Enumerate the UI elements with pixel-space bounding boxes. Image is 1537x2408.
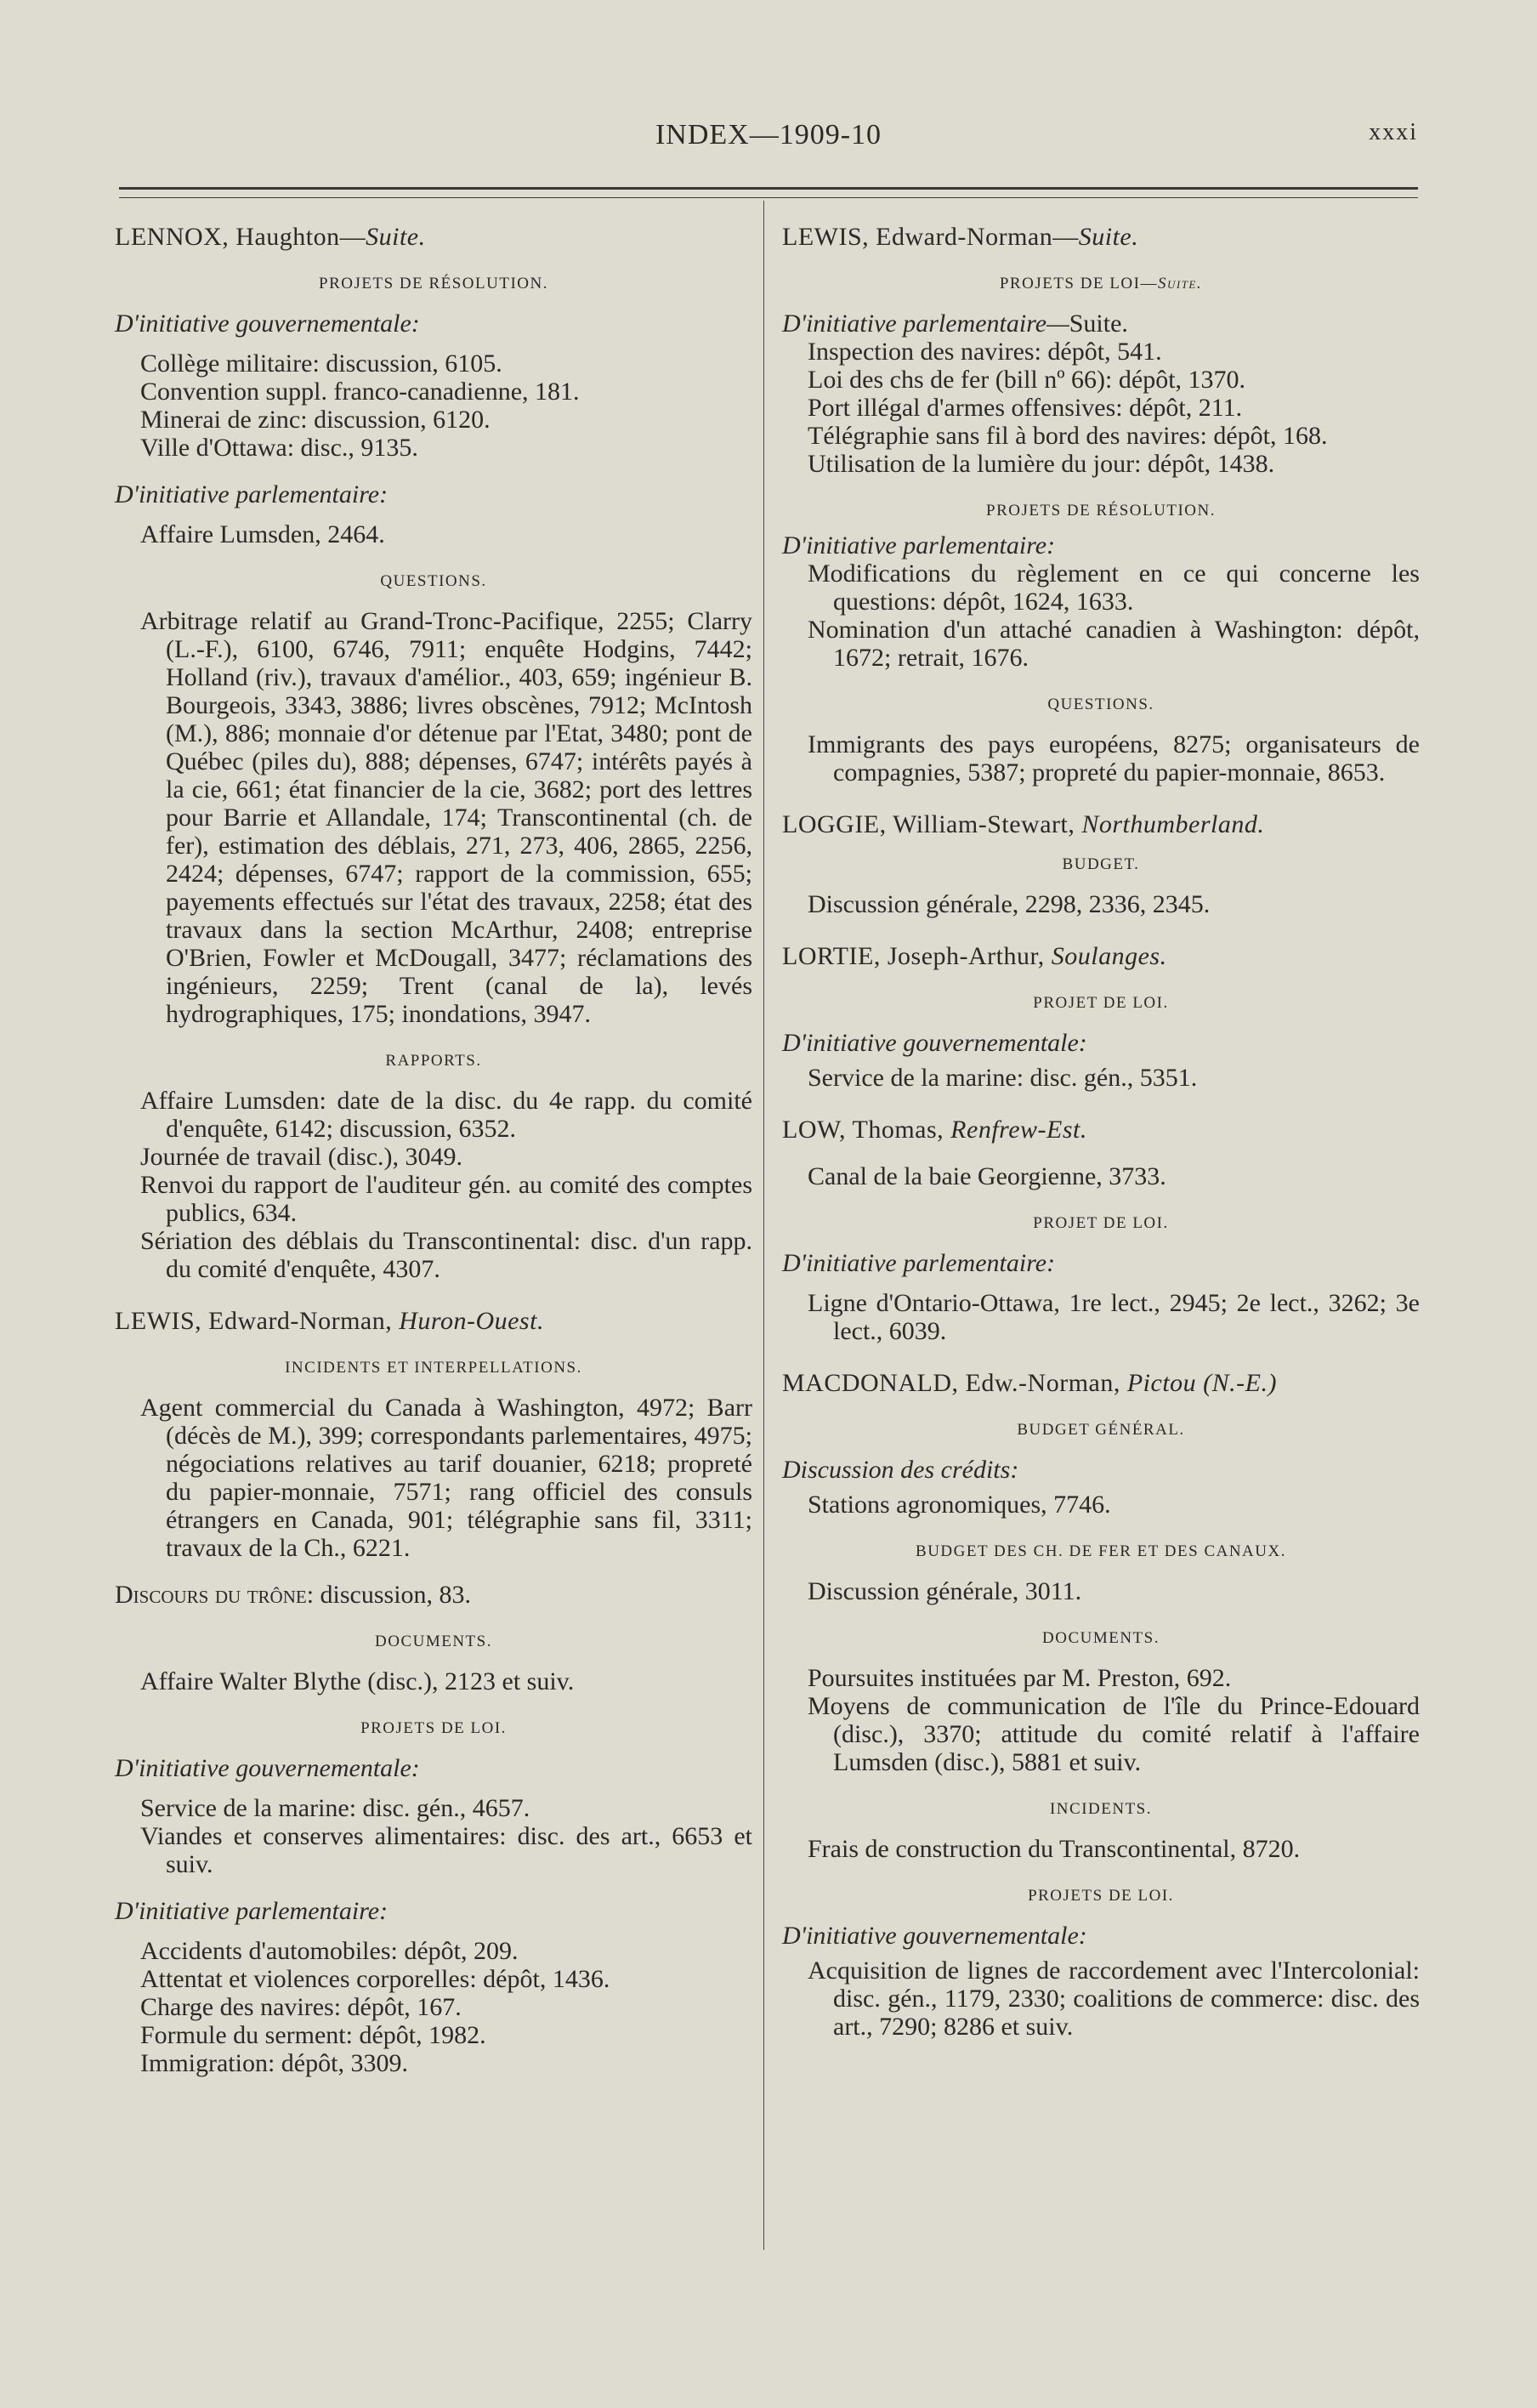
list-item: Modifications du règlement en ce qui concerne les questions: dépôt, 1624, 1633.: [808, 559, 1420, 616]
list-item: Canal de la baie Georgienne, 3733.: [808, 1162, 1166, 1190]
section-heading: BUDGET GÉNÉRAL.: [1017, 1421, 1185, 1439]
list-item: Poursuites instituées par M. Preston, 692.: [808, 1664, 1232, 1692]
discours-line: Discours du trône: discussion, 83.: [115, 1581, 472, 1609]
item-list: [115, 1087, 752, 1283]
list-item: Journée de travail (disc.), 3049.: [140, 1143, 463, 1171]
section-heading: PROJETS DE LOI—Suite.: [999, 275, 1203, 292]
section-heading: PROJET DE LOI.: [1033, 1214, 1169, 1232]
entry-name: LENNOX, Haughton—Suite.: [115, 223, 426, 251]
section-heading: BUDGET DES CH. DE FER ET DES CANAUX.: [916, 1542, 1286, 1560]
section-heading: QUESTIONS.: [1047, 696, 1154, 713]
page-number: xxxi: [1369, 119, 1418, 145]
list-item: Sériation des déblais du Transcontinental: disc. d'un rapp. du comité d'enquête, 4307.: [140, 1227, 752, 1283]
category-label: D'initiative gouvernementale:: [782, 1029, 1087, 1057]
category-label: D'initiative parlementaire—Suite.: [782, 310, 1128, 338]
category-label: D'initiative parlementaire:: [782, 531, 1056, 559]
item-list: [782, 338, 1420, 478]
list-item: Viandes et conserves alimentaires: disc. des art., 6653 et suiv.: [140, 1822, 752, 1878]
list-item: Stations agronomiques, 7746.: [808, 1491, 1111, 1519]
entry-name: LEWIS, Edward-Norman—Suite.: [782, 223, 1139, 251]
list-item: Utilisation de la lumière du jour: dépôt, 1438.: [808, 450, 1275, 478]
list-item: Affaire Lumsden, 2464.: [140, 520, 385, 548]
list-item: Affaire Lumsden: date de la disc. du 4e rapp. du comité d'enquête, 6142; discussion, 6352.: [140, 1087, 752, 1143]
questions-paragraph: Immigrants des pays européens, 8275; organisateurs de compagnies, 5387; propreté du papier-monnaie, 8653.: [808, 730, 1420, 787]
list-item: Service de la marine: disc. gén., 4657.: [140, 1794, 530, 1822]
section-heading: DOCUMENTS.: [1042, 1629, 1160, 1647]
entry-name: MACDONALD, Edw.-Norman, Pictou (N.-E.): [782, 1369, 1277, 1397]
list-item: Télégraphie sans fil à bord des navires: dépôt, 168.: [808, 422, 1328, 450]
item-list: [782, 1664, 1420, 1776]
category-label: D'initiative gouvernementale:: [782, 1922, 1087, 1950]
left-column: [115, 223, 752, 2077]
entry-name: LOGGIE, William-Stewart, Northumberland.: [782, 810, 1265, 838]
list-item: Formule du serment: dépôt, 1982.: [140, 2021, 486, 2049]
list-item: Collège militaire: discussion, 6105.: [140, 349, 502, 378]
list-item: Inspection des navires: dépôt, 541.: [808, 338, 1162, 366]
list-item: Discussion générale, 2298, 2336, 2345.: [808, 890, 1211, 918]
section-heading: INCIDENTS ET INTERPELLATIONS.: [285, 1359, 582, 1377]
header-rule-thick: [119, 187, 1418, 190]
list-item: Charge des navires: dépôt, 167.: [140, 1993, 462, 2021]
category-label: D'initiative parlementaire:: [115, 1897, 389, 1925]
section-heading: INCIDENTS.: [1049, 1800, 1153, 1818]
list-item: Service de la marine: disc. gén., 5351.: [808, 1064, 1198, 1092]
list-item: Nomination d'un attaché canadien à Washington: dépôt, 1672; retrait, 1676.: [808, 616, 1420, 672]
questions-paragraph: Arbitrage relatif au Grand-Tronc-Pacifique, 2255; Clarry (L.-F.), 6100, 6746, 7911; enquête Hodgins, 7442; Holland (riv.), travaux d'amélior., 403, 659; ingénieur B. Bourgeois, 3343, 3886; livres obscènes, 7912; McIntosh (M.), 886; monnaie d'or détenue par l'Etat, 3480; pont de Québec (piles du), 888; dépenses, 6747; intérêts payés à la cie, 661; état financier de la cie, 3682; port des lettres pour Barrie et Allandale, 174; Transcontinental (ch. de fer), estimation des déblais, 271, 273, 406, 2865, 2256, 2424; dépenses, 6747; rapport de la commission, 655; payements effectués sur l'état des travaux, 2258; état des travaux dans la section McArthur, 2408; entreprise O'Brien, Fowler et McDougall, 3477; réclamations des ingénieurs, 2259; Trent (canal de la), levés hydrographiques, 175; inondations, 3947.: [140, 607, 752, 1028]
list-item: Accidents d'automobiles: dépôt, 209.: [140, 1937, 519, 1965]
item-list: [782, 559, 1420, 672]
category-label: D'initiative gouvernementale:: [115, 310, 420, 338]
item-list: [115, 349, 752, 462]
list-item: Affaire Walter Blythe (disc.), 2123 et suiv.: [140, 1667, 575, 1695]
section-heading: PROJETS DE RÉSOLUTION.: [986, 502, 1216, 520]
list-item: Loi des chs de fer (bill nº 66): dépôt, 1370.: [808, 366, 1246, 394]
entry-name: LORTIE, Joseph-Arthur, Soulanges.: [782, 942, 1167, 970]
section-heading: DOCUMENTS.: [375, 1633, 492, 1650]
list-item: Immigration: dépôt, 3309.: [140, 2049, 408, 2077]
right-column: [782, 223, 1420, 2041]
page-header: [119, 119, 1418, 156]
item-list: [115, 1937, 752, 2077]
list-item: Attentat et violences corporelles: dépôt, 1436.: [140, 1965, 610, 1993]
section-heading: RAPPORTS.: [385, 1052, 482, 1070]
category-label: D'initiative gouvernementale:: [115, 1754, 420, 1782]
list-item: Moyens de communication de l'île du Prince-Edouard (disc.), 3370; attitude du comité relatif à l'affaire Lumsden (disc.), 5881 et suiv.: [808, 1692, 1420, 1776]
entry-name: LEWIS, Edward-Norman, Huron-Ouest.: [115, 1307, 544, 1335]
list-item: Minerai de zinc: discussion, 6120.: [140, 406, 491, 434]
header-rule-thin: [119, 197, 1418, 198]
list-item: Acquisition de lignes de raccordement avec l'Intercolonial: disc. gén., 1179, 2330; coalitions de commerce: disc. des art., 7290; 8286 et suiv.: [808, 1956, 1420, 2041]
list-item: Renvoi du rapport de l'auditeur gén. au comité des comptes publics, 634.: [140, 1171, 752, 1227]
section-heading: QUESTIONS.: [380, 572, 487, 590]
list-item: Frais de construction du Transcontinental, 8720.: [808, 1835, 1301, 1863]
section-heading: PROJET DE LOI.: [1033, 994, 1169, 1012]
item-list: [115, 1794, 752, 1878]
section-heading: PROJETS DE LOI.: [1028, 1887, 1174, 1905]
list-item: Port illégal d'armes offensives: dépôt, 211.: [808, 394, 1243, 422]
running-title: INDEX—1909-10: [655, 119, 882, 150]
category-label: Discussion des crédits:: [782, 1456, 1019, 1484]
section-heading: BUDGET.: [1062, 855, 1140, 873]
list-item: Convention suppl. franco-canadienne, 181.: [140, 378, 580, 406]
section-heading: PROJETS DE RÉSOLUTION.: [319, 275, 548, 292]
section-heading: PROJETS DE LOI.: [360, 1719, 507, 1737]
category-label: D'initiative parlementaire:: [115, 480, 389, 508]
list-item: Ville d'Ottawa: disc., 9135.: [140, 434, 418, 462]
category-label: D'initiative parlementaire:: [782, 1249, 1056, 1277]
incidents-paragraph: Agent commercial du Canada à Washington, 4972; Barr (décès de M.), 399; correspondants parlementaires, 4975; négociations relatives au tarif douanier, 6218; propreté du papier-monnaie, 7571; rang officiel des consuls étrangers en Canada, 901; télégraphie sans fil, 3311; travaux de la Ch., 6221.: [140, 1394, 752, 1562]
entry-name: LOW, Thomas, Renfrew-Est.: [782, 1116, 1087, 1144]
list-item: Ligne d'Ontario-Ottawa, 1re lect., 2945; 2e lect., 3262; 3e lect., 6039.: [808, 1289, 1420, 1345]
list-item: Discussion générale, 3011.: [808, 1577, 1082, 1605]
column-divider: [763, 201, 764, 2250]
